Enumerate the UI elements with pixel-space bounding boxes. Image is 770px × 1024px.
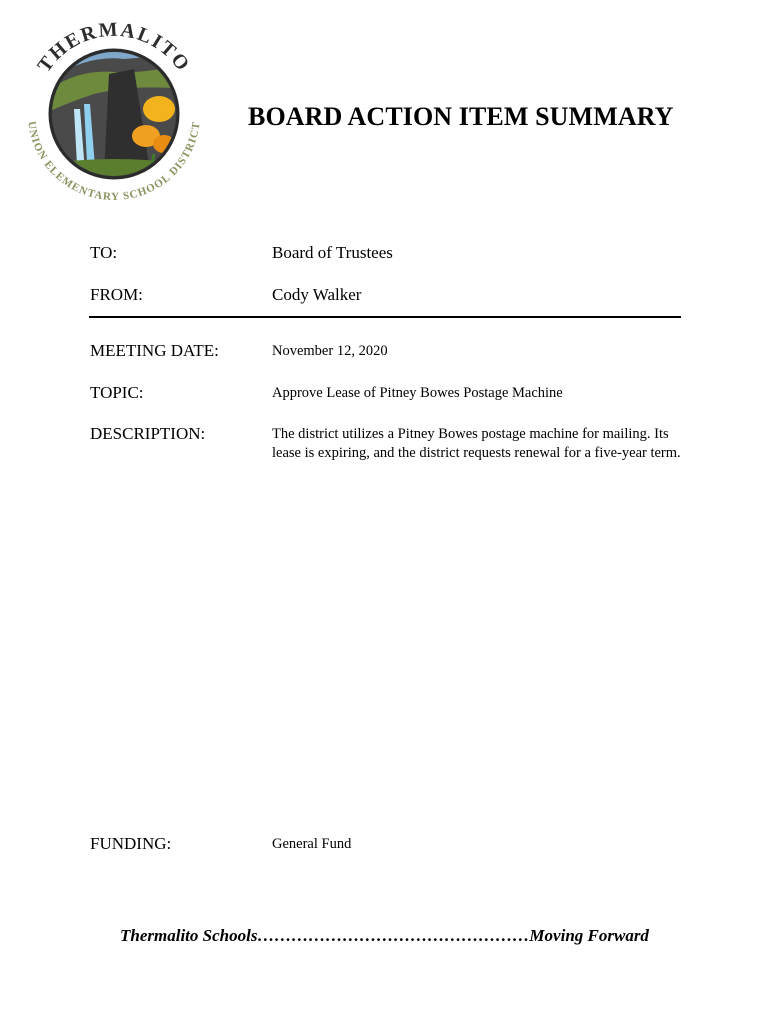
from-label: FROM:	[90, 285, 143, 304]
to-label: TO:	[90, 243, 118, 262]
district-logo	[14, 14, 214, 214]
meeting-date-label: MEETING DATE:	[90, 341, 219, 360]
funding-value: General Fund	[272, 836, 352, 852]
divider-line	[89, 316, 681, 318]
topic-label: TOPIC:	[90, 383, 144, 402]
to-value: Board of Trustees	[272, 243, 393, 262]
description-value: The district utilizes a Pitney Bowes postage machine for mailing. Its lease is expiring, and the district requests renewal for a five-year term.	[272, 426, 681, 461]
description-label: DESCRIPTION:	[90, 424, 206, 443]
footer-tagline: Thermalito Schools…………………………………………Moving Forward	[120, 926, 649, 945]
funding-label: FUNDING:	[90, 834, 172, 853]
logo-arc-top-text: THERMALITO	[33, 18, 195, 77]
topic-value: Approve Lease of Pitney Bowes Postage Machine	[272, 385, 563, 401]
page-title: BOARD ACTION ITEM SUMMARY	[248, 102, 674, 131]
logo-arc-bottom-text: UNION ELEMENTARY SCHOOL DISTRICT	[25, 120, 203, 204]
from-value: Cody Walker	[272, 285, 362, 304]
meeting-date-value: November 12, 2020	[272, 343, 388, 359]
